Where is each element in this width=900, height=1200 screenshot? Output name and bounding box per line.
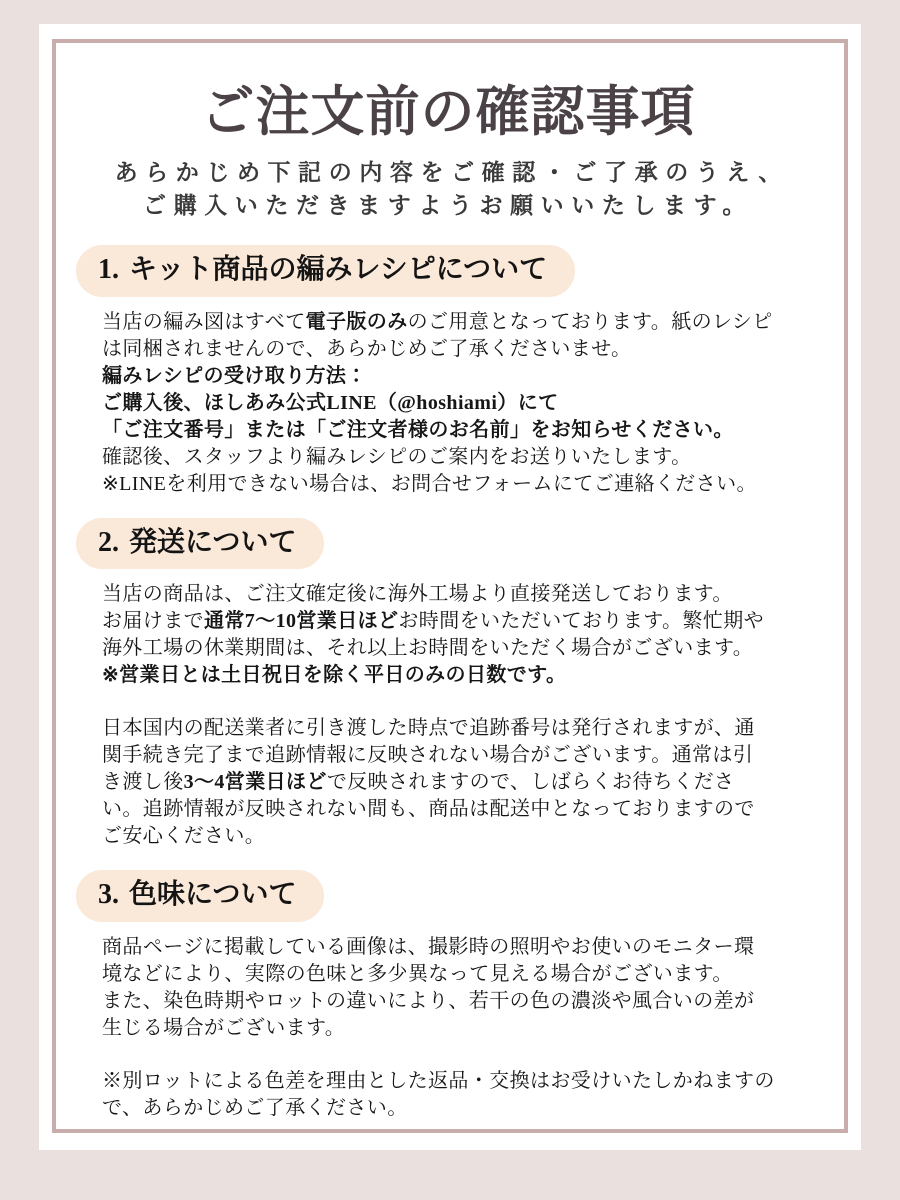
text-run: 3〜4営業日ほど — [183, 771, 327, 794]
sections-container — [76, 245, 820, 1122]
section-heading — [76, 870, 324, 922]
text-run: 「ご注文番号」または「ご注文者様のお名前」をお知らせください。 — [102, 418, 734, 441]
text-run: は同梱されませんので、あらかじめご了承くださいませ。 — [102, 337, 632, 360]
text-run: ご購入後、ほしあみ公式LINE（@hoshiami）にて — [102, 391, 559, 414]
text-run: 電子版のみ — [305, 310, 408, 333]
text-run: 当店の商品は、ご注文確定後に海外工場より直接発送しております。 — [102, 583, 733, 606]
text-run: お届けまで — [102, 610, 204, 633]
section-heading-text: 色味について — [129, 878, 297, 910]
subtitle-line-1: あらかじめ下記の内容をご確認・ご了承のうえ、 — [114, 159, 789, 186]
section-number: 2. — [98, 526, 119, 558]
paragraph — [102, 934, 820, 1042]
text-run: ※LINEを利用できない場合は、お問合せフォームにてご連絡ください。 — [102, 472, 757, 495]
text-run: き渡し後 — [102, 771, 184, 794]
content-section-1 — [76, 245, 820, 498]
text-run: で、あらかじめご了承ください。 — [102, 1096, 408, 1119]
text-run: お時間をいただいております。繁忙期や — [398, 610, 765, 633]
decorative-frame-border — [52, 39, 848, 1133]
text-run: 商品ページに掲載している画像は、撮影時の照明やお使いのモニター環 — [102, 935, 755, 958]
paragraph — [102, 1068, 820, 1122]
content-section-2 — [76, 518, 820, 851]
content-section-3 — [76, 870, 820, 1122]
text-run: のご用意となっております。紙のレシピ — [407, 310, 773, 333]
section-number: 3. — [98, 879, 119, 911]
text-run: で反映されますので、しばらくお待ちくださ — [326, 771, 735, 794]
page-subtitle — [76, 156, 820, 222]
notice-card — [39, 24, 861, 1150]
text-run: 通常7〜10営業日ほど — [204, 610, 399, 633]
paragraph — [102, 715, 820, 850]
text-run: 当店の編み図はすべて — [102, 310, 306, 333]
text-run: 境などにより、実際の色味と多少異なって見える場合がございます。 — [102, 962, 733, 985]
text-run: 生じる場合がございます。 — [102, 1016, 346, 1039]
text-run: 海外工場の休業期間は、それ以上お時間をいただく場合がございます。 — [102, 637, 754, 660]
text-run: い。追跡情報が反映されない間も、商品は配送中となっておりますので — [102, 798, 755, 821]
section-heading-text: キット商品の編みレシピについて — [129, 253, 548, 285]
text-run: ご安心ください。 — [102, 825, 266, 848]
text-run: 編みレシピの受け取り方法： — [102, 364, 367, 387]
section-heading-text: 発送について — [129, 525, 297, 557]
text-run: ※営業日とは土日祝日を除く平日のみの日数です。 — [102, 664, 567, 687]
paragraph — [102, 309, 820, 498]
text-run: ※別ロットによる色差を理由とした返品・交換はお受けいたしかねますの — [102, 1069, 775, 1092]
page-title: ご注文前の確認事項 — [200, 82, 696, 142]
text-run: また、染色時期やロットの違いにより、若干の色の濃淡や風合いの差が — [102, 989, 755, 1012]
text-run: 日本国内の配送業者に引き渡した時点で追跡番号は発行されますが、通 — [102, 717, 755, 740]
text-run: 確認後、スタッフより編みレシピのご案内をお送りいたします。 — [102, 445, 692, 468]
section-heading — [76, 245, 575, 297]
section-number: 1. — [98, 254, 119, 286]
text-run: 関手続き完了まで追跡情報に反映されない場合がございます。通常は引 — [102, 744, 754, 767]
subtitle-line-2: ご購入いただきますようお願いいたします。 — [143, 192, 753, 219]
section-heading — [76, 518, 324, 570]
paragraph — [102, 581, 820, 689]
